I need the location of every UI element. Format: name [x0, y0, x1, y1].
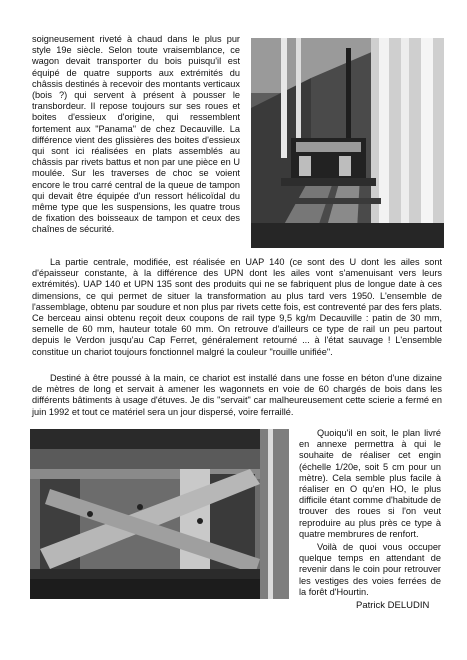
- paragraph-quoiqu-il-en-soit: Quoiqu'il en soit, le plan livré en annexe permettra à qui le souhaite de réaliser cet engin (échelle 1/20e, soit 5 cm pour un mètre). Cela semble plus facile à réaliser en O qu'en HO, le plus difficile étant comme d'habitude de trouver des roues si l'on veut reproduire au plus près ce type à quatre membrures de renfort.: [299, 428, 441, 539]
- paragraph-wagon-description: soigneusement riveté à chaud dans le plus pur style 19e siècle. Selon toute vraisemblance, ce wagon devait transporter du bois puisqu'il est équipé de quatre supports aux extrémités du châssis destinés à recevoir des montants verticaux (bois ?) qui servent à présent à pousser le transbordeur. Il repose toujours sur ses roues et boites d'essieux d'origine, qui ressemblent fortement aux "Panama" de chez Decauville. La différence vient des glissières des boites d'essieux qui sont ici réalisées en plats assemblés au châssis par rivets battus et non par une pièce en U moulée. Sur les traverses de choc se voient encore le trou carré central de la queue de tampon qui devait être équipée d'un ressort hélicoïdal du même type que les suspensions, les quatre trous de fixation des boisseaux de tampon et ceux des chaînes de sécurité.: [32, 34, 240, 235]
- photo-chariot-detail-image: [30, 429, 289, 599]
- text-paragraph-centrale: [32, 257, 442, 358]
- text-paragraph-destine: [32, 373, 442, 418]
- photo-chariot-detail: [30, 429, 289, 599]
- paragraph-voila: Voilà de quoi vous occuper quelque temps en attendant de revenir dans le coin pour retrouver les vestiges des voies ferrées de la forêt d'Hourtin.: [299, 542, 441, 597]
- paragraph-destine: Destiné à être poussé à la main, ce chariot est installé dans une fosse en béton d'une dizaine de mètres de long et servait à amener les wagonnets en voie de 60 chargés de bois dans les différents bâtiments à usage d'étuves. Je dis "servait" car malheureusement cette scierie a fermé en juin 1992 et tout ce matériel sera un jour dispersé, voire ferraillé.: [32, 373, 442, 417]
- author-signature: Patrick DELUDIN: [356, 600, 430, 611]
- text-column-top-left: [32, 34, 240, 236]
- photo-chariot-track: [251, 38, 444, 248]
- paragraph-partie-centrale: La partie centrale, modifiée, est réalisée en UAP 140 (ce sont des U dont les ailes sont d'épaisseur constante, à la différence des UPN dont les ailes vont s'amenuisant vers leurs extrémités). UAP 140 et UPN 135 sont des produits qui ne se fabriquent plus de longue date à ces dimensions, ce qui permet de situer la transformation au plus tard vers 1950. L'ensemble de l'assemblage, obtenu par soudure et non plus par rivets cette fois, est contreventé par des fers plats. Ce berceau ainsi obtenu reçoit deux coupons de rail type 9,5 kg/m Decauville : patin de 30 mm, semelle de 60 mm, hauteur totale 60 mm. On retrouve d'ailleurs ce type de rail un peu partout depuis le Verdon jusqu'au Cap Ferret, généralement retourné ... à l'état sauvage ! L'ensemble constitue un chariot toujours fonctionnel malgré la couleur "rouille unifiée".: [32, 257, 442, 357]
- text-column-bottom-right: [299, 428, 441, 598]
- photo-chariot-track-image: [251, 38, 444, 248]
